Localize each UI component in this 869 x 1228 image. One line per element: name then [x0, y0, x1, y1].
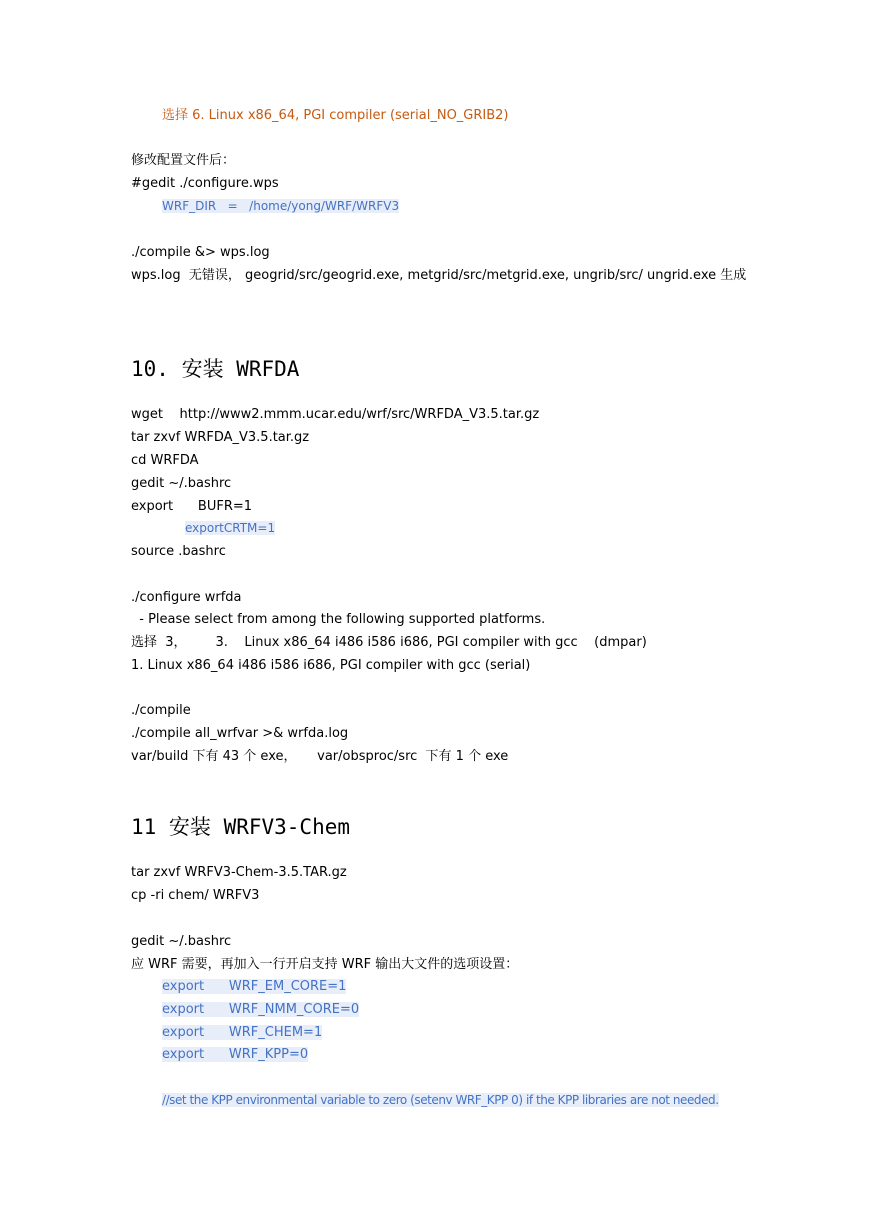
platform-prompt-line: - Please select from among the following supported platforms. — [131, 612, 546, 627]
export-em-core-highlight: export WRF_EM_CORE=1 — [162, 979, 347, 994]
gedit-bashrc-line: gedit ~/.bashrc — [131, 934, 232, 949]
wrfda-line-4: export BUFR=1 — [131, 499, 253, 514]
wrf-dir-highlight: WRF_DIR = /home/yong/WRF/WRFV3 — [162, 199, 400, 213]
compile-wps-line: ./compile &> wps.log — [131, 245, 270, 260]
export-crtm-line — [185, 520, 275, 537]
large-file-note-line: 应 WRF 需要，再加入一行开启支持 WRF 输出大文件的选项设置： — [131, 957, 519, 972]
section-11-heading: 11 安装 WRFV3-Chem — [131, 815, 351, 839]
compile-line: ./compile — [131, 703, 191, 718]
wrfda-line-2: cd WRFDA — [131, 453, 199, 468]
chem-line-0: tar zxvf WRFV3-Chem-3.5.TAR.gz — [131, 865, 347, 880]
wrfda-result-line: var/build 下有 43 个 exe， var/obsproc/src 下有 1 个 exe — [131, 749, 509, 764]
export-kpp-line — [162, 1046, 308, 1063]
gedit-configure-wps-line: #gedit ./configure.wps — [131, 176, 279, 191]
chem-line-1: cp -ri chem/ WRFV3 — [131, 888, 260, 903]
export-chem-line — [162, 1024, 322, 1041]
wps-result-line: wps.log 无错误， geogrid/src/geogrid.exe, metgrid/src/metgrid.exe, ungrib/src/ ungrid.exe 生成 — [131, 268, 747, 283]
export-crtm-highlight: exportCRTM=1 — [185, 521, 276, 535]
export-chem-highlight: export WRF_CHEM=1 — [162, 1025, 323, 1040]
kpp-comment-line — [162, 1092, 719, 1109]
configure-wrfda-line: ./configure wrfda — [131, 590, 242, 605]
export-em-core-line — [162, 978, 346, 995]
platform-option-1-line: 1. Linux x86_64 i486 i586 i686, PGI compiler with gcc (serial) — [131, 658, 531, 673]
wrfda-line-3: gedit ~/.bashrc — [131, 476, 232, 491]
source-bashrc-line: source .bashrc — [131, 544, 226, 559]
section-10-heading: 10. 安装 WRFDA — [131, 357, 300, 381]
wrfda-line-1: tar zxvf WRFDA_V3.5.tar.gz — [131, 430, 310, 445]
kpp-comment-highlight: //set the KPP environmental variable to zero (setenv WRF_KPP 0) if the KPP libraries are not needed. — [162, 1093, 719, 1107]
choose-platform-line: 选择 3， 3. Linux x86_64 i486 i586 i686, PGI compiler with gcc (dmpar) — [131, 635, 647, 650]
export-nmm-core-highlight: export WRF_NMM_CORE=0 — [162, 1002, 360, 1017]
export-nmm-core-line — [162, 1001, 359, 1018]
wrfda-line-0: wget http://www2.mmm.ucar.edu/wrf/src/WRFDA_V3.5.tar.gz — [131, 407, 540, 422]
compile-all-wrfvar-line: ./compile all_wrfvar >& wrfda.log — [131, 726, 349, 741]
modify-config-line: 修改配置文件后： — [131, 153, 236, 168]
wrf-dir-line — [162, 198, 399, 215]
export-kpp-highlight: export WRF_KPP=0 — [162, 1047, 309, 1062]
choose-wps-option-line: 选择 6. Linux x86_64, PGI compiler (serial_NO_GRIB2) — [162, 108, 509, 123]
